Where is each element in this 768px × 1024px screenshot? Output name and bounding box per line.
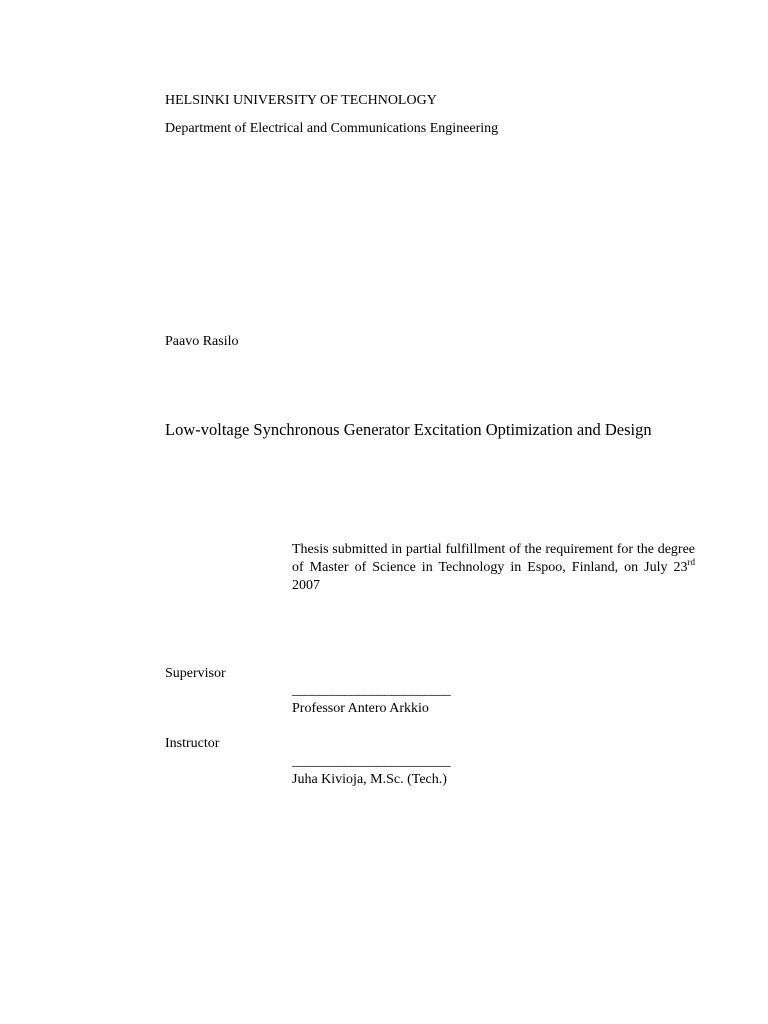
statement-year: 2007 [292, 578, 320, 593]
supervisor-signature-line: ________________________ [292, 683, 451, 698]
instructor-signature-line: ________________________ [292, 754, 451, 769]
department-name: Department of Electrical and Communications Engineering [165, 121, 499, 136]
date-ordinal-suffix: rd [687, 557, 695, 567]
statement-text: Thesis submitted in partial fulfillment of the requirement for the degree of Master of Science in Technology in Espoo, Finland, on July 23 [292, 542, 695, 575]
supervisor-label: Supervisor [165, 666, 226, 681]
author-name: Paavo Rasilo [165, 334, 239, 349]
instructor-label: Instructor [165, 736, 220, 751]
instructor-name: Juha Kivioja, M.Sc. (Tech.) [292, 772, 447, 787]
supervisor-name: Professor Antero Arkkio [292, 701, 429, 716]
university-name: HELSINKI UNIVERSITY OF TECHNOLOGY [165, 93, 437, 108]
submission-statement [292, 541, 695, 595]
thesis-title: Low-voltage Synchronous Generator Excitation Optimization and Design [165, 420, 652, 439]
